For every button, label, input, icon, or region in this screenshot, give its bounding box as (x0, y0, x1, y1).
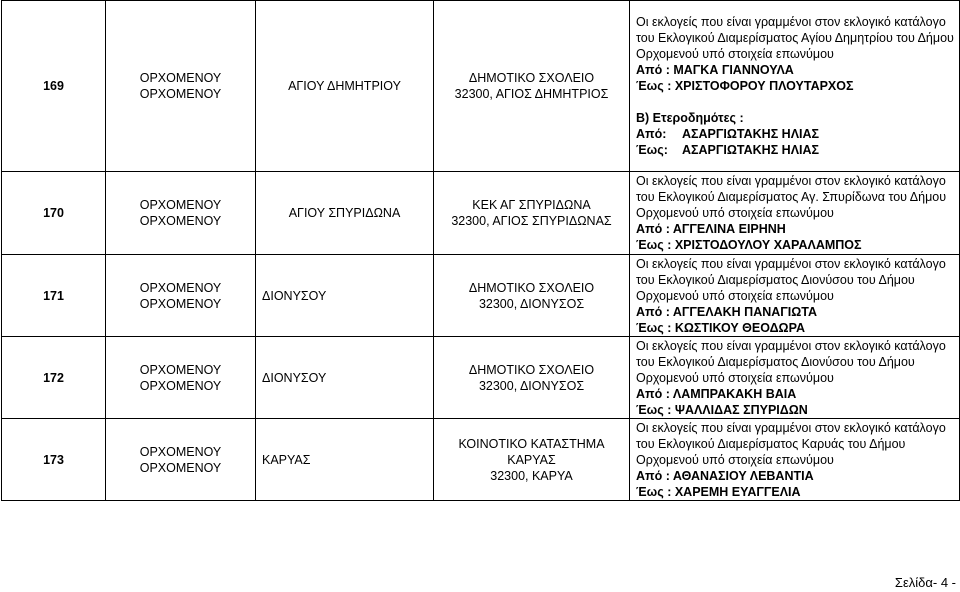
municipality-line: ΟΡΧΟΜΕΝΟΥ (139, 198, 222, 212)
area-cell: ΔΙΟΝΥΣΟΥ (256, 255, 434, 337)
table-row (2, 255, 960, 337)
table-row (2, 1, 960, 172)
location-line: 32300, ΚΑΡΥΑ (490, 468, 573, 483)
municipality-cell (106, 419, 256, 501)
polling-stations-table (1, 0, 960, 501)
location-line: 32300, ΑΓΙΟΣ ΣΠΥΡΙΔΩΝΑΣ (451, 214, 612, 228)
description-line: του Εκλογικού Διαμερίσματος Αγίου Δημητρίου του Δήμου (636, 31, 954, 45)
description-line: του Εκλογικού Διαμερίσματος Καρυάς του Δήμου (636, 436, 906, 451)
description-line: Οι εκλογείς που είναι γραμμένοι στον εκλογικό κατάλογο (636, 15, 946, 29)
municipality-cell (106, 255, 256, 337)
municipality-line: ΟΡΧΟΜΕΝΟΥ (139, 87, 222, 101)
description-line: Οι εκλογείς που είναι γραμμένοι στον εκλογικό κατάλογο (636, 174, 946, 188)
municipality-cell (106, 172, 256, 255)
location-line: 32300, ΔΙΟΝΥΣΟΣ (478, 296, 585, 311)
description-cell (630, 419, 960, 501)
municipality-line: ΟΡΧΟΜΕΝΟΥ (139, 296, 222, 311)
range-from: Από : ΛΑΜΠΡΑΚΑΚΗ ΒΑΙΑ (636, 386, 797, 401)
description-line: Ορχομενού υπό στοιχεία επωνύμου (636, 206, 834, 220)
location-cell (434, 1, 630, 172)
location-line: ΚΕΚ ΑΓ ΣΠΥΡΙΔΩΝΑ (472, 198, 591, 212)
non-resident-from: Από: ΑΣΑΡΓΙΩΤΑΚΗΣ ΗΛΙΑΣ (636, 127, 820, 141)
municipality-cell (106, 337, 256, 419)
area-cell: ΑΓΙΟΥ ΣΠΥΡΙΔΩΝΑ (256, 172, 434, 255)
description-cell (630, 1, 960, 172)
range-from: Από : ΜΑΓΚΑ ΓΙΑΝΝΟΥΛΑ (636, 63, 794, 77)
range-to: Έως : ΚΩΣΤΙΚΟΥ ΘΕΟΔΩΡΑ (636, 320, 806, 335)
row-number: 170 (2, 172, 106, 255)
range-from: Από : ΑΓΓΕΛΑΚΗ ΠΑΝΑΓΙΩΤΑ (636, 304, 818, 319)
description-line: Οι εκλογείς που είναι γραμμένοι στον εκλογικό κατάλογο (636, 338, 946, 353)
description-line: Οι εκλογείς που είναι γραμμένοι στον εκλογικό κατάλογο (636, 256, 946, 271)
location-cell (434, 172, 630, 255)
location-line: 32300, ΑΓΙΟΣ ΔΗΜΗΤΡΙΟΣ (454, 87, 609, 101)
description-cell (630, 172, 960, 255)
range-to: Έως : ΨΑΛΛΙΔΑΣ ΣΠΥΡΙΔΩΝ (636, 402, 808, 417)
municipality-line: ΟΡΧΟΜΕΝΟΥ (139, 214, 222, 228)
location-cell (434, 337, 630, 419)
table-row (2, 172, 960, 255)
row-number: 173 (2, 419, 106, 501)
area-cell: ΑΓΙΟΥ ΔΗΜΗΤΡΙΟΥ (256, 1, 434, 172)
municipality-line: ΟΡΧΟΜΕΝΟΥ (139, 444, 222, 459)
municipality-cell (106, 1, 256, 172)
location-line: ΔΗΜΟΤΙΚΟ ΣΧΟΛΕΙΟ (468, 362, 595, 377)
description-line: Ορχομενού υπό στοιχεία επωνύμου (636, 370, 834, 385)
row-number: 172 (2, 337, 106, 419)
range-to: Έως : ΧΑΡΕΜΗ ΕΥΑΓΓΕΛΙΑ (636, 484, 801, 499)
municipality-line: ΟΡΧΟΜΕΝΟΥ (139, 280, 222, 295)
municipality-line: ΟΡΧΟΜΕΝΟΥ (139, 362, 222, 377)
description-line: Ορχομενού υπό στοιχεία επωνύμου (636, 452, 834, 467)
area-cell: ΚΑΡΥΑΣ (256, 419, 434, 501)
location-cell (434, 255, 630, 337)
description-cell (630, 337, 960, 419)
table-row (2, 419, 960, 501)
description-line: Ορχομενού υπό στοιχεία επωνύμου (636, 288, 834, 303)
description-line: του Εκλογικού Διαμερίσματος Διονύσου του Δήμου (636, 272, 915, 287)
range-to: Έως : ΧΡΙΣΤΟΦΟΡΟΥ ΠΛΟΥΤΑΡΧΟΣ (636, 79, 854, 93)
location-line: ΚΟΙΝΟΤΙΚΟ ΚΑΤΑΣΤΗΜΑ (458, 436, 605, 451)
description-line: του Εκλογικού Διαμερίσματος Αγ. Σπυρίδωνα του Δήμου (636, 190, 947, 204)
range-from: Από : ΑΓΓΕΛΙΝΑ ΕΙΡΗΝΗ (636, 222, 786, 236)
location-cell (434, 419, 630, 501)
table-row (2, 337, 960, 419)
location-line: ΔΗΜΟΤΙΚΟ ΣΧΟΛΕΙΟ (468, 71, 595, 85)
page-number: Σελίδα- 4 - (894, 575, 956, 590)
location-line: ΚΑΡΥΑΣ (507, 452, 556, 467)
description-line: Ορχομενού υπό στοιχεία επωνύμου (636, 47, 834, 61)
municipality-line: ΟΡΧΟΜΕΝΟΥ (139, 378, 222, 393)
row-number: 171 (2, 255, 106, 337)
description-line: Οι εκλογείς που είναι γραμμένοι στον εκλογικό κατάλογο (636, 420, 946, 435)
row-number: 169 (2, 1, 106, 172)
municipality-line: ΟΡΧΟΜΕΝΟΥ (139, 460, 222, 475)
location-line: ΔΗΜΟΤΙΚΟ ΣΧΟΛΕΙΟ (468, 280, 595, 295)
description-cell (630, 255, 960, 337)
area-cell: ΔΙΟΝΥΣΟΥ (256, 337, 434, 419)
non-resident-to: Έως: ΑΣΑΡΓΙΩΤΑΚΗΣ ΗΛΙΑΣ (636, 143, 820, 157)
range-from: Από : ΑΘΑΝΑΣΙΟΥ ΛΕΒΑΝΤΙΑ (636, 468, 814, 483)
municipality-line: ΟΡΧΟΜΕΝΟΥ (139, 71, 222, 85)
description-line: του Εκλογικού Διαμερίσματος Διονύσου του Δήμου (636, 354, 915, 369)
non-resident-heading: Β) Ετεροδημότες : (636, 111, 744, 125)
range-to: Έως : ΧΡΙΣΤΟΔΟΥΛΟΥ ΧΑΡΑΛΑΜΠΟΣ (636, 238, 862, 252)
location-line: 32300, ΔΙΟΝΥΣΟΣ (478, 378, 585, 393)
